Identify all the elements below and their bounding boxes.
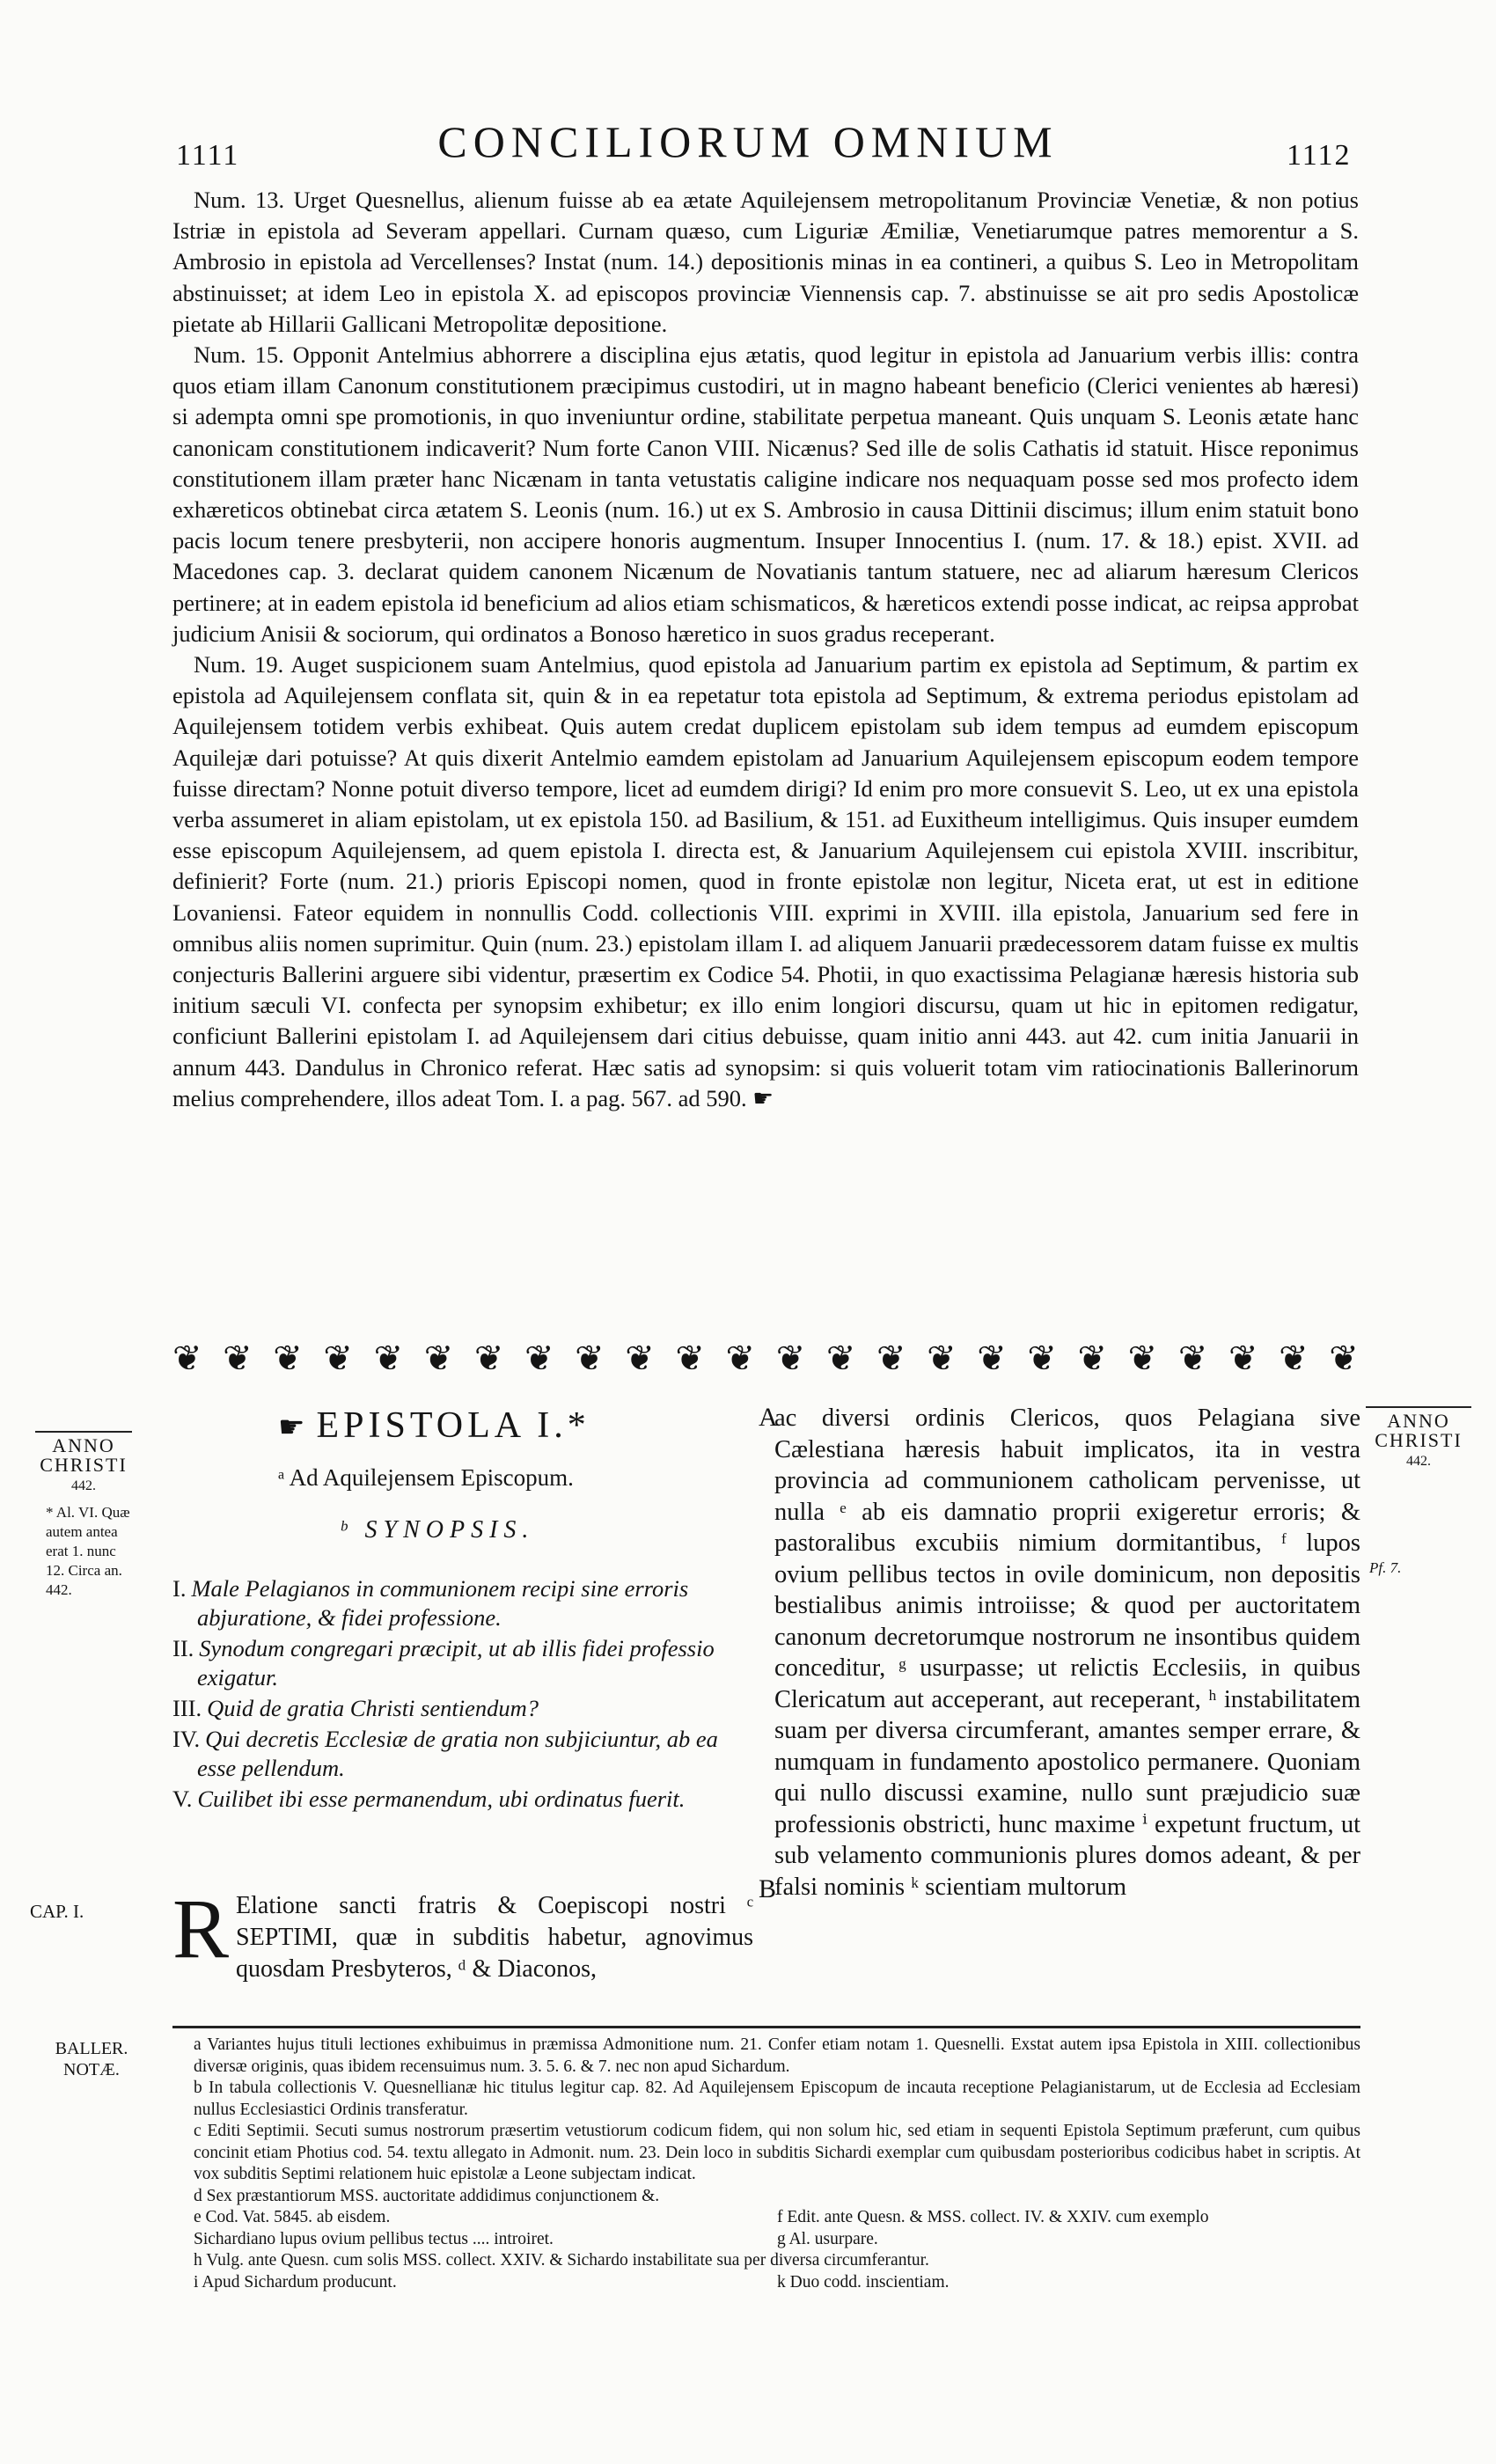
fleuron-icon: ❦ (473, 1338, 504, 1378)
fleuron-icon: ❦ (273, 1338, 303, 1378)
fleuron-icon: ❦ (1127, 1338, 1158, 1378)
fleuron-icon: ❦ (1027, 1338, 1057, 1378)
synopsis-item: V. Cuilibet ibi esse permanendum, ubi ordinatus fuerit. (172, 1786, 686, 1812)
footnote-i: i Apud Sichardum producunt. (194, 2272, 397, 2292)
footnote-a: a Variantes hujus tituli lectiones exhibuimus in præmissa Admonitione num. 21. Confer etiam notam 1. Quesnelli. Exstat autem ipsa Epistola in XIII. collectionibus diversæ originis, quas ibidem recensuimus num. 3. 5. 6. & 7. nec non apud Sichardum. (194, 2035, 1360, 2076)
footnote-row-ef (194, 2207, 1360, 2229)
footnote-f-continued: Sichardiano lupus ovium pellibus tectus .... introiret. (194, 2229, 554, 2248)
epistola-title-text: EPISTOLA I.* (316, 1405, 590, 1446)
fleuron-icon: ❦ (876, 1338, 906, 1378)
synopsis-item: I. Male Pelagianos in communionem recipi sine erroris abjuratione, & fidei professione. (172, 1575, 689, 1631)
fleuron-icon: ❦ (1279, 1338, 1309, 1378)
margin-alternate-note: * Al. VI. Quæ autem antea erat 1. nunc 12. Circa an. 442. (46, 1504, 130, 1598)
margin-anno-left (35, 1431, 132, 1496)
footnote-k: k Duo codd. inscientiam. (777, 2272, 950, 2292)
synopsis-heading: ᵇ SYNOPSIS. (340, 1516, 535, 1544)
epistola-addressee: ᵃ Ad Aquilejensem Episcopum. (278, 1464, 574, 1491)
letter-right-column: ac diversi ordinis Clericos, quos Pelagiana sive Cælestiana hæresis habuit implicatos, ita in vestra provincia ad communionem catholicam pervenisse, ut nulla ᵉ ab eis damnatio proprii exigeretur erroris; & pastoralibus excubiis nimium dormitantibus, ᶠ lupos ovium pellibus tectos in ovile dominicum, non depositis bestialibus animis introiisse; & quod per auctoritatem canonum decretorumque nostrorum ne insontibus quidem conceditur, ᵍ usurpasse; ut relictis Ecclesiis, in quibus Clericatum aut acceperant, aut receperant, ʰ instabilitatem suam per diversa circumferant, amantes semper errare, & numquam in fundamento apostolico permanere. Quoniam qui nullo discussi examine, nullo sunt præjudicio suæ professionis obstricti, hunc maxime ⁱ expetunt fructum, ut sub velamento communionis plures domos adeant, & per falsi nominis ᵏ scientiam multorum (774, 1404, 1360, 1901)
commentary-paragraph-num-19: Num. 19. Auget suspicionem suam Antelmius, quod epistola ad Januarium partim ex epistola ad Septimum, & partim ex epistola ad Aquilejensem conflata sit, quin & in ea repetatur tota epistola ad Septimum, & extrema periodus epistolam ad Aquilejensem totidem verbis exhibeat. Quis autem credat duplicem epistolam sub idem tempus ad eumdem episcopum Aquilejæ dari potuisse? At quis dixerit Antelmio eamdem epistolam ad Januarium Aquilejensem episcopum eodem tempore fuisse directam? Nonne potuit diverso tempore, licet ad eumdem dirigi? Id enim pro more consuevit S. Leo, ut ex una epistola verba assumeret in aliam epistolam, ut ex epistola 150. ad Basilium, & 151. ad Euxitheum intelligimus. Quis insuper eumdem esse episcopum Aquilejensem, ad quem epistola I. directa est, & Januarium Aquilejensem cui epistola XVIII. inscribitur, definierit? Forte (num. 21.) prioris Episcopi nomen, quod in fronte epistolæ non legitur, Niceta erat, ut est in editione Lovaniensi. Fateor equidem in nonnullis Codd. collectionis VIII. exprimi in XVIII. illa epistola, Januarium sed fere in omnibus aliis nomen suprimitur. Quin (num. 23.) epistolam illam I. ad aliquem Januarii prædecessorem datam fuisse ex multis conjecturis Ballerini arguere sibi videntur, præsertim ex Codice 54. Photii, in quo exactissima Pelagianæ hæresis historia sub initium sæculi VI. confecta per synopsim exhibetur; ex illo enim longiori discursu, quam ut hic in epitomen redigatur, conficiunt Ballerini epistolam I. ad Aquilejensem dari citius debuisse, quam initio anni 443. aut 42. cum initia Januarii in annum 443. Dandulus in Chronico referat. Hæc satis ad synopsim: si quis voluerit totam vim ratiocinationis Ballerinorum melius comprehendere, illos adeat Tom. I. a pag. 567. ad 590. ☛ (172, 651, 1359, 1111)
fleuron-icon: ❦ (1228, 1338, 1258, 1378)
anno-christi-right-year: 442. (1406, 1454, 1431, 1469)
fleuron-icon: ❦ (825, 1338, 856, 1378)
footnote-d: d Sex præstantiorum MSS. auctoritate addidimus conjunctionem &. (194, 2186, 660, 2205)
ornament-row (172, 1338, 1359, 1380)
section-marker-a: A (759, 1403, 778, 1432)
fleuron-icon: ❦ (323, 1338, 353, 1378)
synopsis-list (172, 1574, 753, 1814)
commentary-block (172, 185, 1359, 1114)
fleuron-icon: ❦ (575, 1338, 605, 1378)
notes-divider (172, 2026, 1360, 2028)
fleuron-icon: ❦ (977, 1338, 1007, 1378)
page-number-left: 1111 (176, 139, 240, 172)
commentary-paragraph-num-13: Num. 13. Urget Quesnellus, alienum fuisse ab ea ætate Aquilejensem metropolitanum Provinciæ Venetiæ, & non potius Istriæ in epistola ad Severam appellari. Curnam quæso, cum Liguriæ Æmiliæ, Venetiarumque patres memorentur a S. Ambrosio in epistola ad Vercellenses? Instat (num. 14.) depositionis minas in ea contineri, a quibus S. Leo in Metropolitam abstinuisset; at idem Leo in epistola X. ad episcopos provinciæ Viennensis cap. 7. abstinuisse se ait pro sedis Apostolicæ pietate ab Hillarii Gallicani Metropolitæ depositione. (172, 187, 1359, 337)
fleuron-icon: ❦ (625, 1338, 655, 1378)
page-number-right: 1112 (1287, 139, 1352, 172)
footnotes (194, 2035, 1360, 2293)
drop-cap: R (172, 1881, 230, 1976)
fleuron-icon: ❦ (423, 1338, 454, 1378)
synopsis-item: III. Quid de gratia Christi sentiendum? (172, 1695, 539, 1721)
footnote-h: h Vulg. ante Quesn. cum solis MSS. collect. XXIV. & Sichardo instabilitate sua per diversa circumferantur. (194, 2251, 929, 2270)
margin-baller-notes: BALLER. NOTÆ. (55, 2039, 128, 2079)
footnote-f: f Edit. ante Quesn. & MSS. collect. IV. & XXIV. cum exemplo (777, 2208, 1209, 2226)
fleuron-icon: ❦ (775, 1338, 806, 1378)
anno-christi-right-label: ANNO CHRISTI (1366, 1406, 1471, 1450)
fleuron-icon: ❦ (524, 1338, 554, 1378)
fleuron-icon: ❦ (675, 1338, 705, 1378)
fleuron-icon: ❦ (1329, 1338, 1359, 1378)
fleuron-icon: ❦ (223, 1338, 253, 1378)
letter-left-column (172, 1404, 753, 1815)
fleuron-icon: ❦ (172, 1338, 202, 1378)
anno-christi-left-label: ANNO CHRISTI (35, 1431, 132, 1475)
section-marker-b: B (759, 1874, 777, 1903)
pointing-hand-icon: ☛ (278, 1412, 310, 1444)
footnote-c: c Editi Septimii. Secuti sumus nostrorum præsertim vetustiorum codicum fidem, qui non solum hic, sed etiam in sequenti Epistola Septimum præferunt, cum quibus concinit etiam Photius cod. 54. textu allegato in Admonit. num. 23. Dein loco in subditis Sichardi exemplar cum quibusdam posterioribus codicibus habet in scriptis. At vox subditis Septimi relationem huic epistolæ a Leone subjectam indicat. (194, 2122, 1360, 2183)
footnote-g: g Al. usurpare. (777, 2229, 878, 2248)
footnote-row-g (194, 2229, 1360, 2251)
margin-psalm-ref: Pf. 7. (1369, 1559, 1402, 1576)
fleuron-icon: ❦ (1177, 1338, 1208, 1378)
synopsis-item: II. Synodum congregari præcipit, ut ab illis fidei professio exigatur. (172, 1635, 715, 1690)
anno-christi-left-year: 442. (71, 1478, 96, 1493)
fleuron-icon: ❦ (927, 1338, 957, 1378)
letter-opening-text: Elatione sancti fratris & Coepiscopi nostri ᶜ SEPTIMI, quæ in subditis habetur, agnovimus quosdam Presbyteros, ᵈ & Diaconos, (236, 1892, 753, 1983)
fleuron-icon: ❦ (373, 1338, 404, 1378)
commentary-paragraph-num-15: Num. 15. Opponit Antelmius abhorrere a disciplina ejus ætatis, quod legitur in epistola ad Januarium verbis illis: contra quos etiam illam Canonum constitutionem præcipimus custodiri, ut in magno habeant beneficio (Clerici venientes ab hæresi) si adempta omni spe promotionis, in quo inveniuntur ordine, stabilitate perpetua maneant. Quis unquam S. Leonis ætate hanc canonicam constitutionem indicaverit? Num forte Canon VIII. Nicænus? Sed ille de solis Cathatis id statuit. Hisce reponimus constitutionem illam præter hanc Nicænam in tanta vetustatis caligine indicare nos nequaquam posse sed mos profecto idem exhæreticos obtinebat circa ætatem S. Leonis (num. 16.) ut ex S. Ambrosio in causa Dittinii discimus; illum enim statuit bono pacis locum tenere presbyterii, non accipere honoris augmentum. Insuper Innocentius I. (num. 17. & 18.) epist. XVII. ad Macedones cap. 3. declarat quidem canonem Nicænum de Novatianis tantum statuere, nec ad aliarum hæresum Clericos pertinere; at in eadem epistola id beneficium ad alios etiam schismaticos, & hæreticos extendi posse indicat, ac reipsa approbat judicium Anisii & sociorum, qui ordinatos a Bonoso hæretico in suos gradus receperant. (172, 341, 1359, 647)
epistola-title (278, 1404, 753, 1447)
letter-opening (172, 1881, 753, 1985)
synopsis-item: IV. Qui decretis Ecclesiæ de gratia non subjiciuntur, ab ea esse pellendum. (172, 1726, 718, 1781)
running-title: CONCILIORUM OMNIUM (437, 117, 1059, 166)
fleuron-icon: ❦ (1077, 1338, 1108, 1378)
margin-chapter-label: CAP. I. (30, 1901, 84, 1922)
footnote-row-ik (194, 2272, 1360, 2294)
fleuron-icon: ❦ (725, 1338, 756, 1378)
footnote-b: b In tabula collectionis V. Quesnellianæ hic titulus legitur cap. 82. Ad Aquilejensem Episcopum de incauta receptione Pelagianistarum, ut de Ecclesia ad Ecclesiam nullus Ecclesiastici Ordinis transferatur. (194, 2079, 1360, 2119)
margin-anno-right (1366, 1406, 1471, 1471)
footnote-e: e Cod. Vat. 5845. ab eisdem. (194, 2208, 391, 2226)
